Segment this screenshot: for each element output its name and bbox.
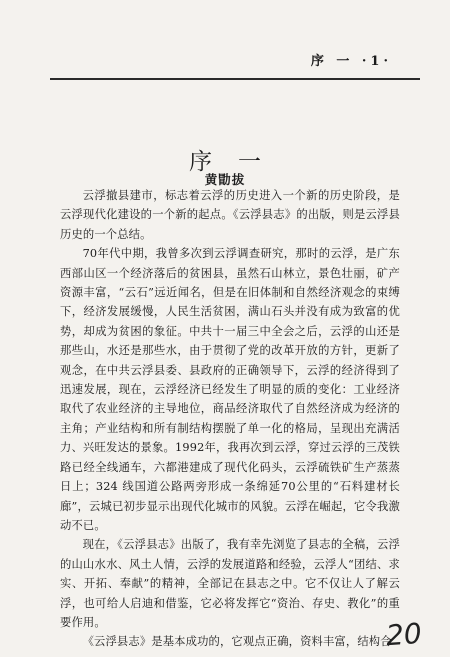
author-name: 黄勖拔 [204, 172, 246, 187]
paragraph-2: 70年代中期，我曾多次到云浮调查研究，那时的云浮，是广东西部山区一个经济落后的贫困县，虽然石山林立，景色壮丽，矿产资源丰富，“云石”远近闻名，但是在旧体制和自然经济观念的束缚下，经济发展缓慢，人民生活贫困，满山石头并没有成为致富的优势，却成为贫困的象征。中共十一届三中全会之后，云浮的山还是那些山，水还是那些水，由于贯彻了党的改革开放的方针，更新了观念，在中共云浮县委、县政府的正确领导下，云浮的经济得到了迅速发展，现在，云浮经济已经发生了明显的质的变化：工业经济取代了农业经济的主导地位，商品经济取代了自然经济成为经济的主角；产业结构和所有制结构摆脱了单一化的格局，呈现出充满活力、兴旺发达的景象。1992年，我再次到云浮，穿过云浮的三茂铁路已经全线通车，六都港建成了现代化码头，云浮硫铁矿生产蒸蒸日上；324 线国道公路两旁形成一条绵延70公里的“石料建材长廊”，云城已初步显示出现代化城市的风貌。云浮在崛起，它令我激动不已。 [60, 247, 400, 532]
body-text [60, 186, 400, 652]
running-header [0, 50, 450, 70]
paragraph-4: 《云浮县志》是基本成功的，它观点正确，资料丰富，结构合 [82, 635, 392, 649]
header-label: 序 一 ·1· [310, 54, 392, 69]
page-title: 序一 [189, 149, 287, 176]
header-rule [50, 78, 420, 80]
paragraph-1: 云浮撤县建市，标志着云浮的历史进入一个新的历史阶段，是云浮现代化建设的一个新的起点。《云浮县志》的出版，则是云浮县历史的一个总结。 [60, 189, 400, 241]
handwritten-page-number: 20 [384, 616, 423, 653]
paragraph-3: 现在，《云浮县志》出版了，我有幸先浏览了县志的全稿，云浮的山山水水、风土人情，云浮的发展道路和经验，云浮人“团结、求实、开拓、奉献”的精神，全部记在县志之中。它不仅让人了解云浮，也可给人启迪和借鉴，它必将发挥它“资治、存史、教化”的重要作用。 [60, 538, 400, 629]
